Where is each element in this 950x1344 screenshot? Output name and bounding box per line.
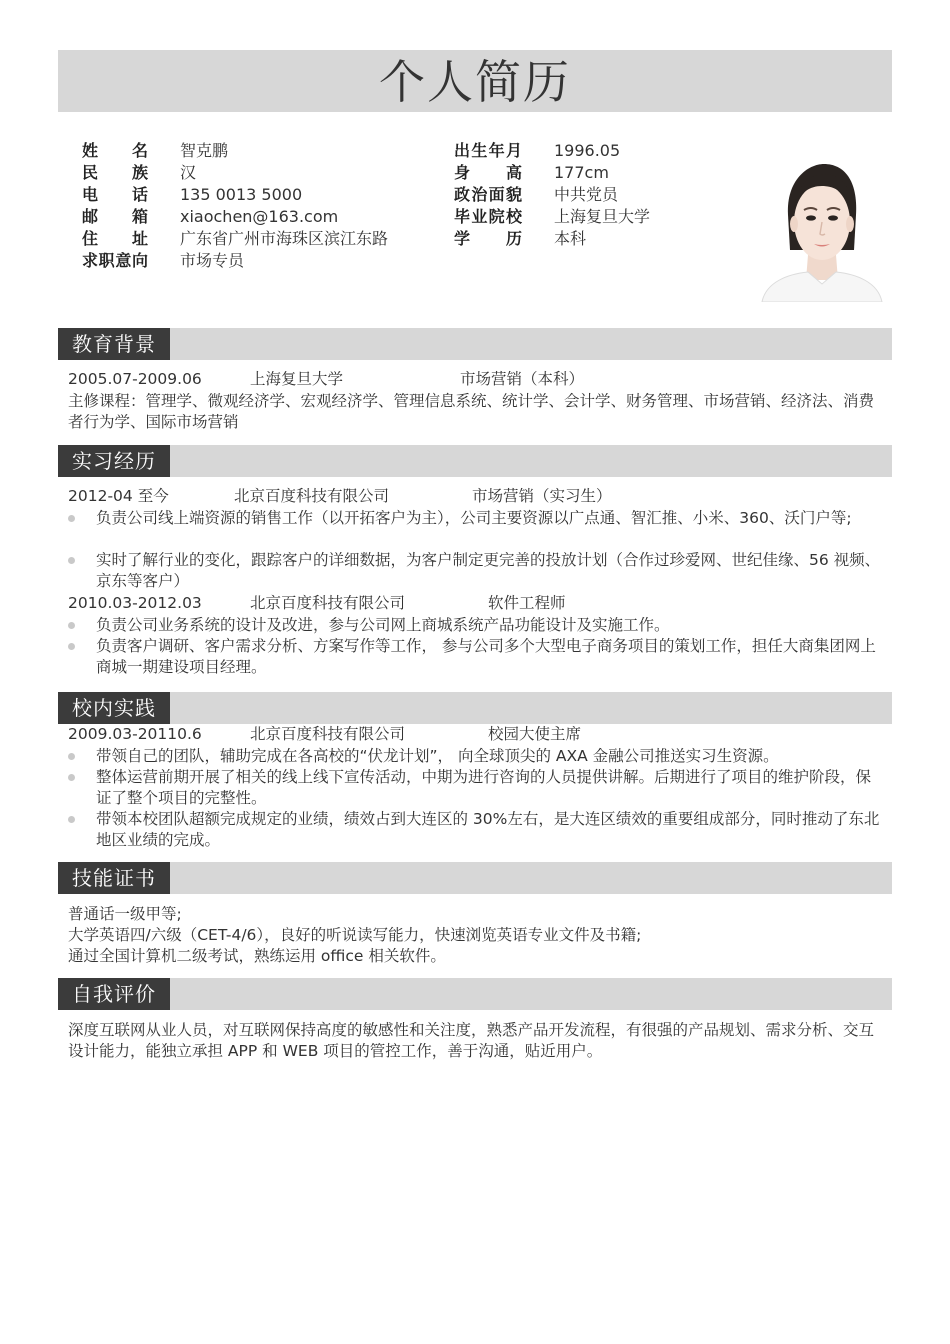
info-label: 电话 [82,185,148,204]
internship-section-header [58,445,892,477]
info-value: 汉 [180,163,197,182]
self-eval-title: 自我评价 [58,978,170,1010]
skills-section-header [58,862,892,894]
internship-title: 实习经历 [58,445,170,477]
bullet-icon [68,557,75,564]
self-eval-section-header [58,978,892,1010]
bullet-text: 带领自己的团队，辅助完成在各高校的“伏龙计划”， 向全球顶尖的 AXA 金融公司推送实习生资源。 [96,747,779,765]
info-value: 本科 [554,229,587,248]
education-courses: 主修课程：管理学、微观经济学、宏观经济学、管理信息系统、统计学、会计学、财务管理、市场营销、经济法、消费者行为学、国际市场营销 [68,392,875,431]
bullet-text: 整体运营前期开展了相关的线上线下宣传活动，中期为进行咨询的人员提供讲解。后期进行了项目的维护阶段，保证了整个项目的完整性。 [96,768,872,807]
info-value: 中共党员 [554,185,619,204]
bullet-icon [68,774,75,781]
info-value: 上海复旦大学 [554,207,651,226]
job-period: 2010.03-2012.03 [68,594,202,612]
title-banner [58,50,892,112]
info-label: 姓名 [82,141,148,160]
info-value: 1996.05 [554,141,621,160]
bullet-text: 负责公司线上端资源的销售工作（以开拓客户为主），公司主要资源以广点通、智汇推、小米、360、沃门户等; [96,509,852,527]
info-value: 177cm [554,163,609,182]
info-label: 出生年月 [454,141,522,160]
skill-line: 大学英语四/六级（CET-4/6），良好的听说读写能力，快速浏览英语专业文件及书籍; [68,926,642,944]
education-major: 市场营销（本科） [460,370,585,388]
info-value: 智克鹏 [180,141,229,160]
skill-line: 通过全国计算机二级考试，熟练运用 office 相关软件。 [68,947,446,965]
campus-section-header [58,692,892,724]
campus-title: 校内实践 [58,692,170,724]
bullet-icon [68,753,75,760]
info-value: 135 0013 5000 [180,185,303,204]
info-label: 求职意向 [82,251,148,270]
info-label: 民族 [82,163,148,182]
bullet-text: 实时了解行业的变化，跟踪客户的详细数据，为客户制定更完善的投放计划（合作过珍爱网、世纪佳缘、56 视频、京东等客户） [96,551,881,590]
self-eval-text: 深度互联网从业人员，对互联网保持高度的敏感性和关注度，熟悉产品开发流程，有很强的产品规划、需求分析、交互设计能力，能独立承担 APP 和 WEB 项目的管控工作，善于沟通，贴近用户。 [68,1021,875,1060]
education-title: 教育背景 [58,328,170,360]
info-value: 市场专员 [180,251,245,270]
education-period: 2005.07-2009.06 [68,370,202,388]
campus-period: 2009.03-20110.6 [68,725,202,743]
info-label: 住址 [82,229,148,248]
bullet-icon [68,643,75,650]
job-role: 市场营销（实习生） [472,487,612,505]
bullet-icon [68,622,75,629]
campus-role: 校园大使主席 [488,725,582,743]
info-label: 邮箱 [82,207,148,226]
info-label: 政治面貌 [454,185,522,204]
skill-line: 普通话一级甲等; [68,905,182,923]
skills-title: 技能证书 [58,862,170,894]
job-period: 2012-04 至今 [68,487,169,505]
bullet-text: 负责公司业务系统的设计及改进，参与公司网上商城系统产品功能设计及实施工作。 [96,616,670,634]
info-label: 身高 [454,163,522,182]
job-company: 北京百度科技有限公司 [250,594,406,612]
info-label: 毕业院校 [454,207,522,226]
bullet-icon [68,816,75,823]
education-section-header [58,328,892,360]
job-company: 北京百度科技有限公司 [234,487,390,505]
info-value: xiaochen@163.com [180,207,339,226]
info-value: 广东省广州市海珠区滨江东路 [180,229,389,248]
bullet-text: 带领本校团队超额完成规定的业绩，绩效占到大连区的 30%左右，是大连区绩效的重要组成部分，同时推动了东北地区业绩的完成。 [96,810,880,849]
job-role: 软件工程师 [488,594,566,612]
resume-title: 个人简历 [379,55,571,109]
bullet-text: 负责客户调研、客户需求分析、方案写作等工作， 参与公司多个大型电子商务项目的策划工作，担任大商集团网上商城一期建设项目经理。 [96,637,876,676]
education-school: 上海复旦大学 [250,370,344,388]
info-label: 学历 [454,229,522,248]
campus-company: 北京百度科技有限公司 [250,725,406,743]
bullet-icon [68,515,75,522]
profile-photo [758,160,884,302]
